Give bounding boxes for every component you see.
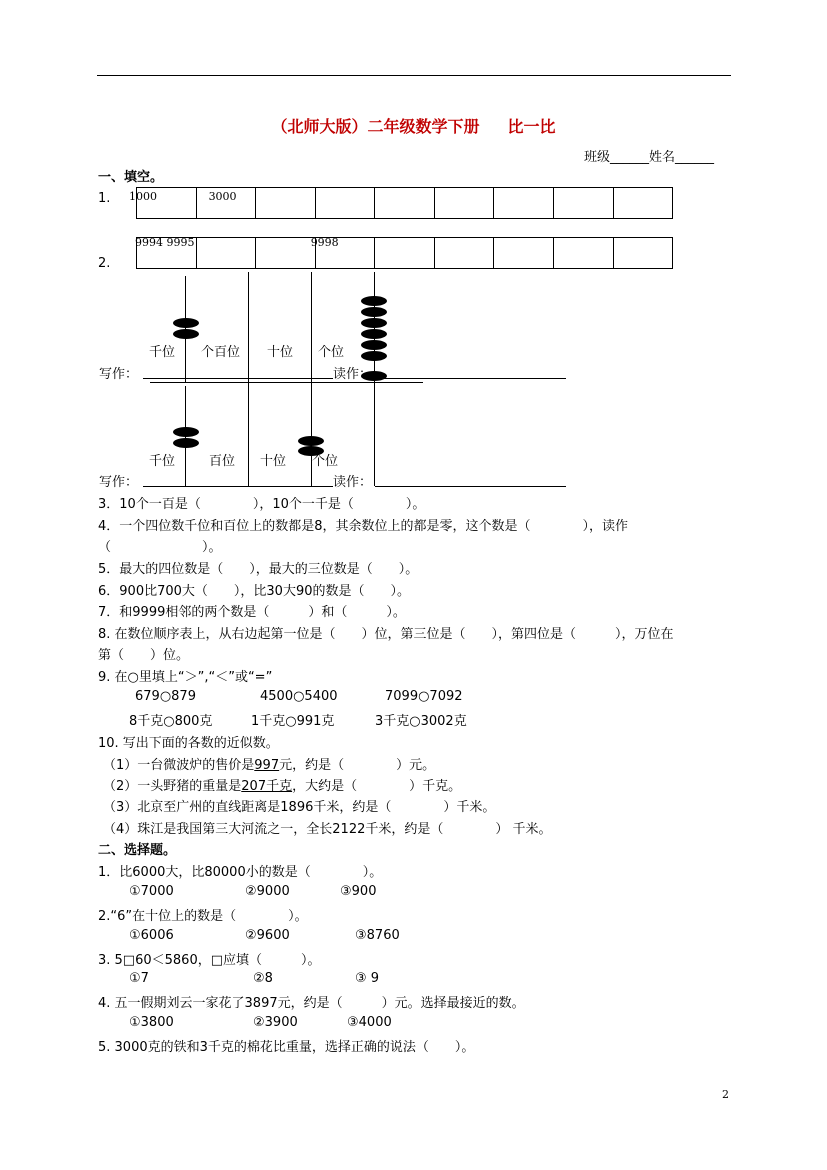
grid-cell [494,238,554,268]
grid-cell [375,238,435,268]
grid-cell [316,188,376,218]
choice-3-option-a: ①7 [129,971,149,986]
q9-compare-1: 679○879 [135,689,196,704]
abacus-bead [361,351,387,361]
question-7: 7．和9999相邻的两个数是（ ）和（ ）。 [98,605,406,620]
abacus-bead [361,340,387,350]
grid-cell [435,238,495,268]
question-10: 10. 写出下面的各数的近似数。 [98,736,279,751]
choice-2-option-b: ②9600 [245,928,290,943]
q10-item-4: （4）珠江是我国第三大河流之一，全长2122千米，约是（ ） 千米。 [103,822,552,837]
q9-compare-4: 8千克○800克 [129,714,213,729]
abacus2-label-hundreds: 百位 [209,454,236,469]
choice-4-option-b: ②3900 [253,1015,298,1030]
question-5: 5．最大的四位数是（ ），最大的三位数是（ ）。 [98,562,419,577]
abacus2-rod-tens [311,382,312,486]
grid-cell [614,188,673,218]
choice-2-option-c: ③8760 [355,928,400,943]
grid-cell [614,238,673,268]
question-6: 6．900比700大（ ），比30大90的数是（ ）。 [98,584,410,599]
choice-2-option-a: ①6006 [129,928,174,943]
abacus1-label-thousands: 千位 [149,345,176,360]
question-4-cont: （ ）。 [98,540,222,555]
choice-1-option-a: ①7000 [129,884,174,899]
abacus2-label-tens: 十位 [260,454,287,469]
grid-cell [435,188,495,218]
q9-compare-3: 7099○7092 [385,689,463,704]
page-number: 2 [722,1088,729,1101]
grid-cell: 1000 [137,188,197,218]
abacus1-base-line [150,382,423,383]
abacus2-read-blank[interactable] [375,486,566,487]
abacus-bead [173,329,199,339]
abacus2-rod-hundreds [248,382,249,486]
grid-cell [494,188,554,218]
section1-heading: 一、填空。 [98,170,164,185]
page-title [0,114,827,137]
abacus1-write-label: 写作： [99,367,139,382]
abacus1-label-hundreds: 个百位 [201,345,241,360]
top-rule [97,75,731,76]
q10-item-2: （2）一头野猪的重量是207千克，大约是（ ）千克。 [103,779,462,794]
q1-number-grid [129,187,673,219]
grid-cell: 9994 9995 [137,238,197,268]
abacus-rod-tens [311,272,312,382]
class-name-line: 班级______姓名______ [584,150,715,165]
grid-cell [375,188,435,218]
abacus-bead [361,329,387,339]
abacus2-label-thousands: 千位 [149,454,176,469]
q9-compare-2: 4500○5400 [260,689,338,704]
question-8: 8. 在数位顺序表上，从右边起第一位是（ ）位，第三位是（ ），第四位是（ ），万位在 [98,627,674,642]
q10-item-3: （3）北京至广州的直线距离是1896千米，约是（ ）千米。 [103,800,496,815]
grid-cell [554,238,614,268]
abacus2-label-ones: 个位 [312,454,339,469]
grid-cell [554,188,614,218]
choice-4-option-a: ①3800 [129,1015,174,1030]
abacus-bead [298,436,324,446]
q1-number: 1. [98,191,111,206]
choice-1-question: 1．比6000大，比80000小的数是（ ）。 [98,865,383,880]
abacus-bead [173,427,199,437]
abacus2-write-blank[interactable] [143,486,333,487]
abacus1-read-blank[interactable] [375,378,566,379]
abacus-bead [173,318,199,328]
grid-cell [197,238,257,268]
section2-heading: 二、选择题。 [98,843,177,858]
choice-4-option-c: ③4000 [347,1015,392,1030]
abacus-bead [361,307,387,317]
title-main: （北师大版）二年级数学下册 [271,117,480,136]
q2-number-grid [136,237,673,269]
abacus1-label-ones: 个位 [318,345,345,360]
choice-1-option-c: ③900 [340,884,377,899]
choice-1-option-b: ②9000 [245,884,290,899]
abacus-bead [173,438,199,448]
abacus-rod-hundreds [248,272,249,382]
q2-number: 2. [98,256,111,271]
grid-cell [256,238,316,268]
abacus-bead [361,318,387,328]
abacus2-write-label: 写作： [99,475,139,490]
abacus1-label-tens: 十位 [267,345,294,360]
grid-cell: 3000 [197,188,257,218]
question-4: 4．一个四位数千位和百位上的数都是8，其余数位上的都是零，这个数是（ ），读作 [98,519,629,534]
choice-4-question: 4. 五一假期刘云一家花了3897元，约是（ ）元。选择最接近的数。 [98,996,525,1011]
abacus2-rod-ones [374,382,375,486]
question-3: 3．10个一百是（ ），10个一千是（ ）。 [98,497,426,512]
abacus-bead [361,296,387,306]
abacus1-read-label: 读作： [333,367,373,382]
question-9: 9. 在○里填上“＞”,“＜”或“=” [98,670,273,685]
q9-compare-5: 1千克○991克 [251,714,335,729]
grid-cell: 9998 [316,238,376,268]
question-8-cont: 第（ ）位。 [98,648,190,663]
choice-3-option-b: ②8 [253,971,273,986]
title-sub: 比一比 [507,117,556,136]
abacus2-read-label: 读作： [333,475,373,490]
choice-2-question: 2.“6”在十位上的数是（ ）。 [98,909,308,924]
choice-3-question: 3. 5□60＜5860，□应填（ ）。 [98,953,321,968]
q10-item-1: （1）一台微波炉的售价是997元，约是（ ）元。 [103,758,436,773]
abacus1-write-blank[interactable] [143,378,333,379]
grid-cell [256,188,316,218]
choice-5-question: 5. 3000克的铁和3千克的棉花比重量，选择正确的说法（ ）。 [98,1040,475,1055]
choice-3-option-c: ③ 9 [355,971,380,986]
q9-compare-6: 3千克○3002克 [375,714,467,729]
